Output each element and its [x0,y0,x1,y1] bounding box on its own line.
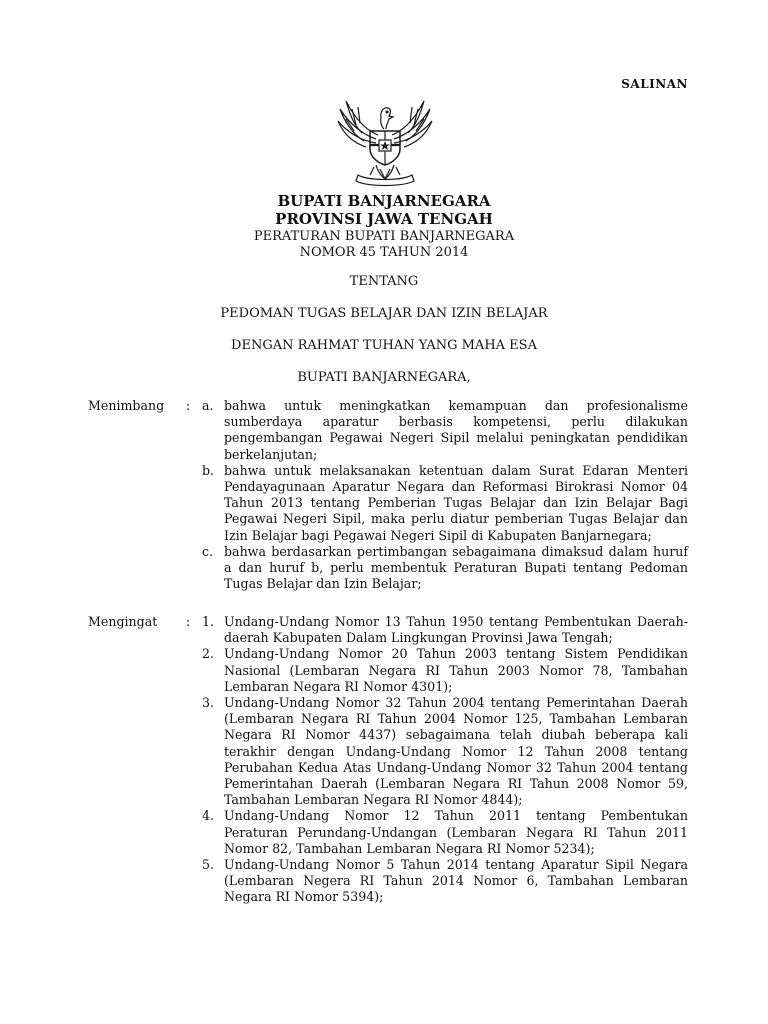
item-marker: 5. [202,857,215,873]
item-text: Undang-Undang Nomor 13 Tahun 1950 tentang Pembentukan Daerah-daerah Kabupaten Dalam Lingkungan Provinsi Jawa Tengah; [224,614,688,646]
item-marker: 3. [202,695,215,711]
item-text: bahwa untuk melaksanakan ketentuan dalam Surat Edaran Menteri Pendayagunaan Aparatur Negara dan Reformasi Birokrasi Nomor 04 Tahun 2013 tentang Pemberian Tugas Belajar dan Izin Belajar Bagi Pegawai Negeri Sipil, maka perlu diatur pemberian Tugas Belajar dan Izin Belajar bagi Pegawai Negeri Sipil di Kabupaten Banjarnegara; [224,462,688,543]
menimbang-colon: : [186,398,191,413]
mengingat-item [88,695,688,808]
about-heading: TENTANG [349,274,419,289]
mengingat-section [88,614,688,906]
item-marker: b. [202,462,215,478]
item-text: Undang-Undang Nomor 5 Tahun 2014 tentang Aparatur Sipil Negara (Lembaran Negera RI Tahun 2014 Nomor 6, Tambahan Lembaran Negara RI Nomor 5394); [224,857,688,905]
item-marker: 4. [202,808,215,824]
regulation-number: NOMOR 45 TAHUN 2014 [299,245,469,260]
item-marker: c. [202,543,214,559]
issuer-name: BUPATI BANJARNEGARA, [297,370,471,385]
menimbang-item [88,463,688,544]
regulation-subject: PEDOMAN TUGAS BELAJAR DAN IZIN BELAJAR [220,306,548,321]
mengingat-item [88,614,688,646]
blessing-line: DENGAN RAHMAT TUHAN YANG MAHA ESA [231,338,537,353]
menimbang-label: Menimbang [88,398,165,413]
regulation-title: PERATURAN BUPATI BANJARNEGARA [253,229,515,244]
province-title: PROVINSI JAWA TENGAH [275,210,493,228]
item-text: bahwa untuk meningkatkan kemampuan dan profesionalisme sumberdaya aparatur berbasis kompetensi, perlu dilakukan pengembangan Pegawai Negeri Sipil melalui peningkatan pendidikan berkelanjutan; [224,398,688,462]
item-marker: a. [202,398,214,413]
issuer-title: BUPATI BANJARNEGARA [277,192,491,210]
item-text: Undang-Undang Nomor 20 Tahun 2003 tentang Sistem Pendidikan Nasional (Lembaran Negara RI Tahun 2003 Nomor 78, Tambahan Lembaran Negara RI Nomor 4301); [224,646,688,694]
mengingat-label: Mengingat [88,614,158,629]
copy-stamp: SALINAN [621,77,688,91]
mengingat-colon: : [186,614,191,629]
menimbang-item [88,544,688,593]
item-text: Undang-Undang Nomor 32 Tahun 2004 tentang Pemerintahan Daerah (Lembaran Negara RI Tahun 2004 Nomor 125, Tambahan Lembaran Negara RI Nomor 4437) sebagaimana telah diubah beberapa kali terakhir dengan Undang-Undang Nomor 12 Tahun 2008 tentang Perubahan Kedua Atas Undang-Undang Nomor 32 Tahun 2004 tentang Pemerintahan Daerah (Lembaran Negara RI Tahun 2008 Nomor 59, Tambahan Lembaran Negara RI Nomor 4844); [224,695,688,808]
item-marker: 1. [202,614,215,629]
mengingat-item [88,646,688,695]
menimbang-item [88,398,688,463]
item-marker: 2. [202,646,215,662]
item-text: bahwa berdasarkan pertimbangan sebagaimana dimaksud dalam huruf a dan huruf b, perlu membentuk Peraturan Bupati tentang Pedoman Tugas Belajar dan Izin Belajar; [224,543,688,592]
menimbang-section [88,398,688,592]
item-text: Undang-Undang Nomor 12 Tahun 2011 tentang Pembentukan Peraturan Perundang-Undangan (Lembaran Negara RI Tahun 2011 Nomor 82, Tambahan Lembaran Negara RI Nomor 5234); [224,808,688,856]
mengingat-item [88,857,688,906]
garuda-emblem-icon [334,95,436,187]
mengingat-item [88,808,688,857]
